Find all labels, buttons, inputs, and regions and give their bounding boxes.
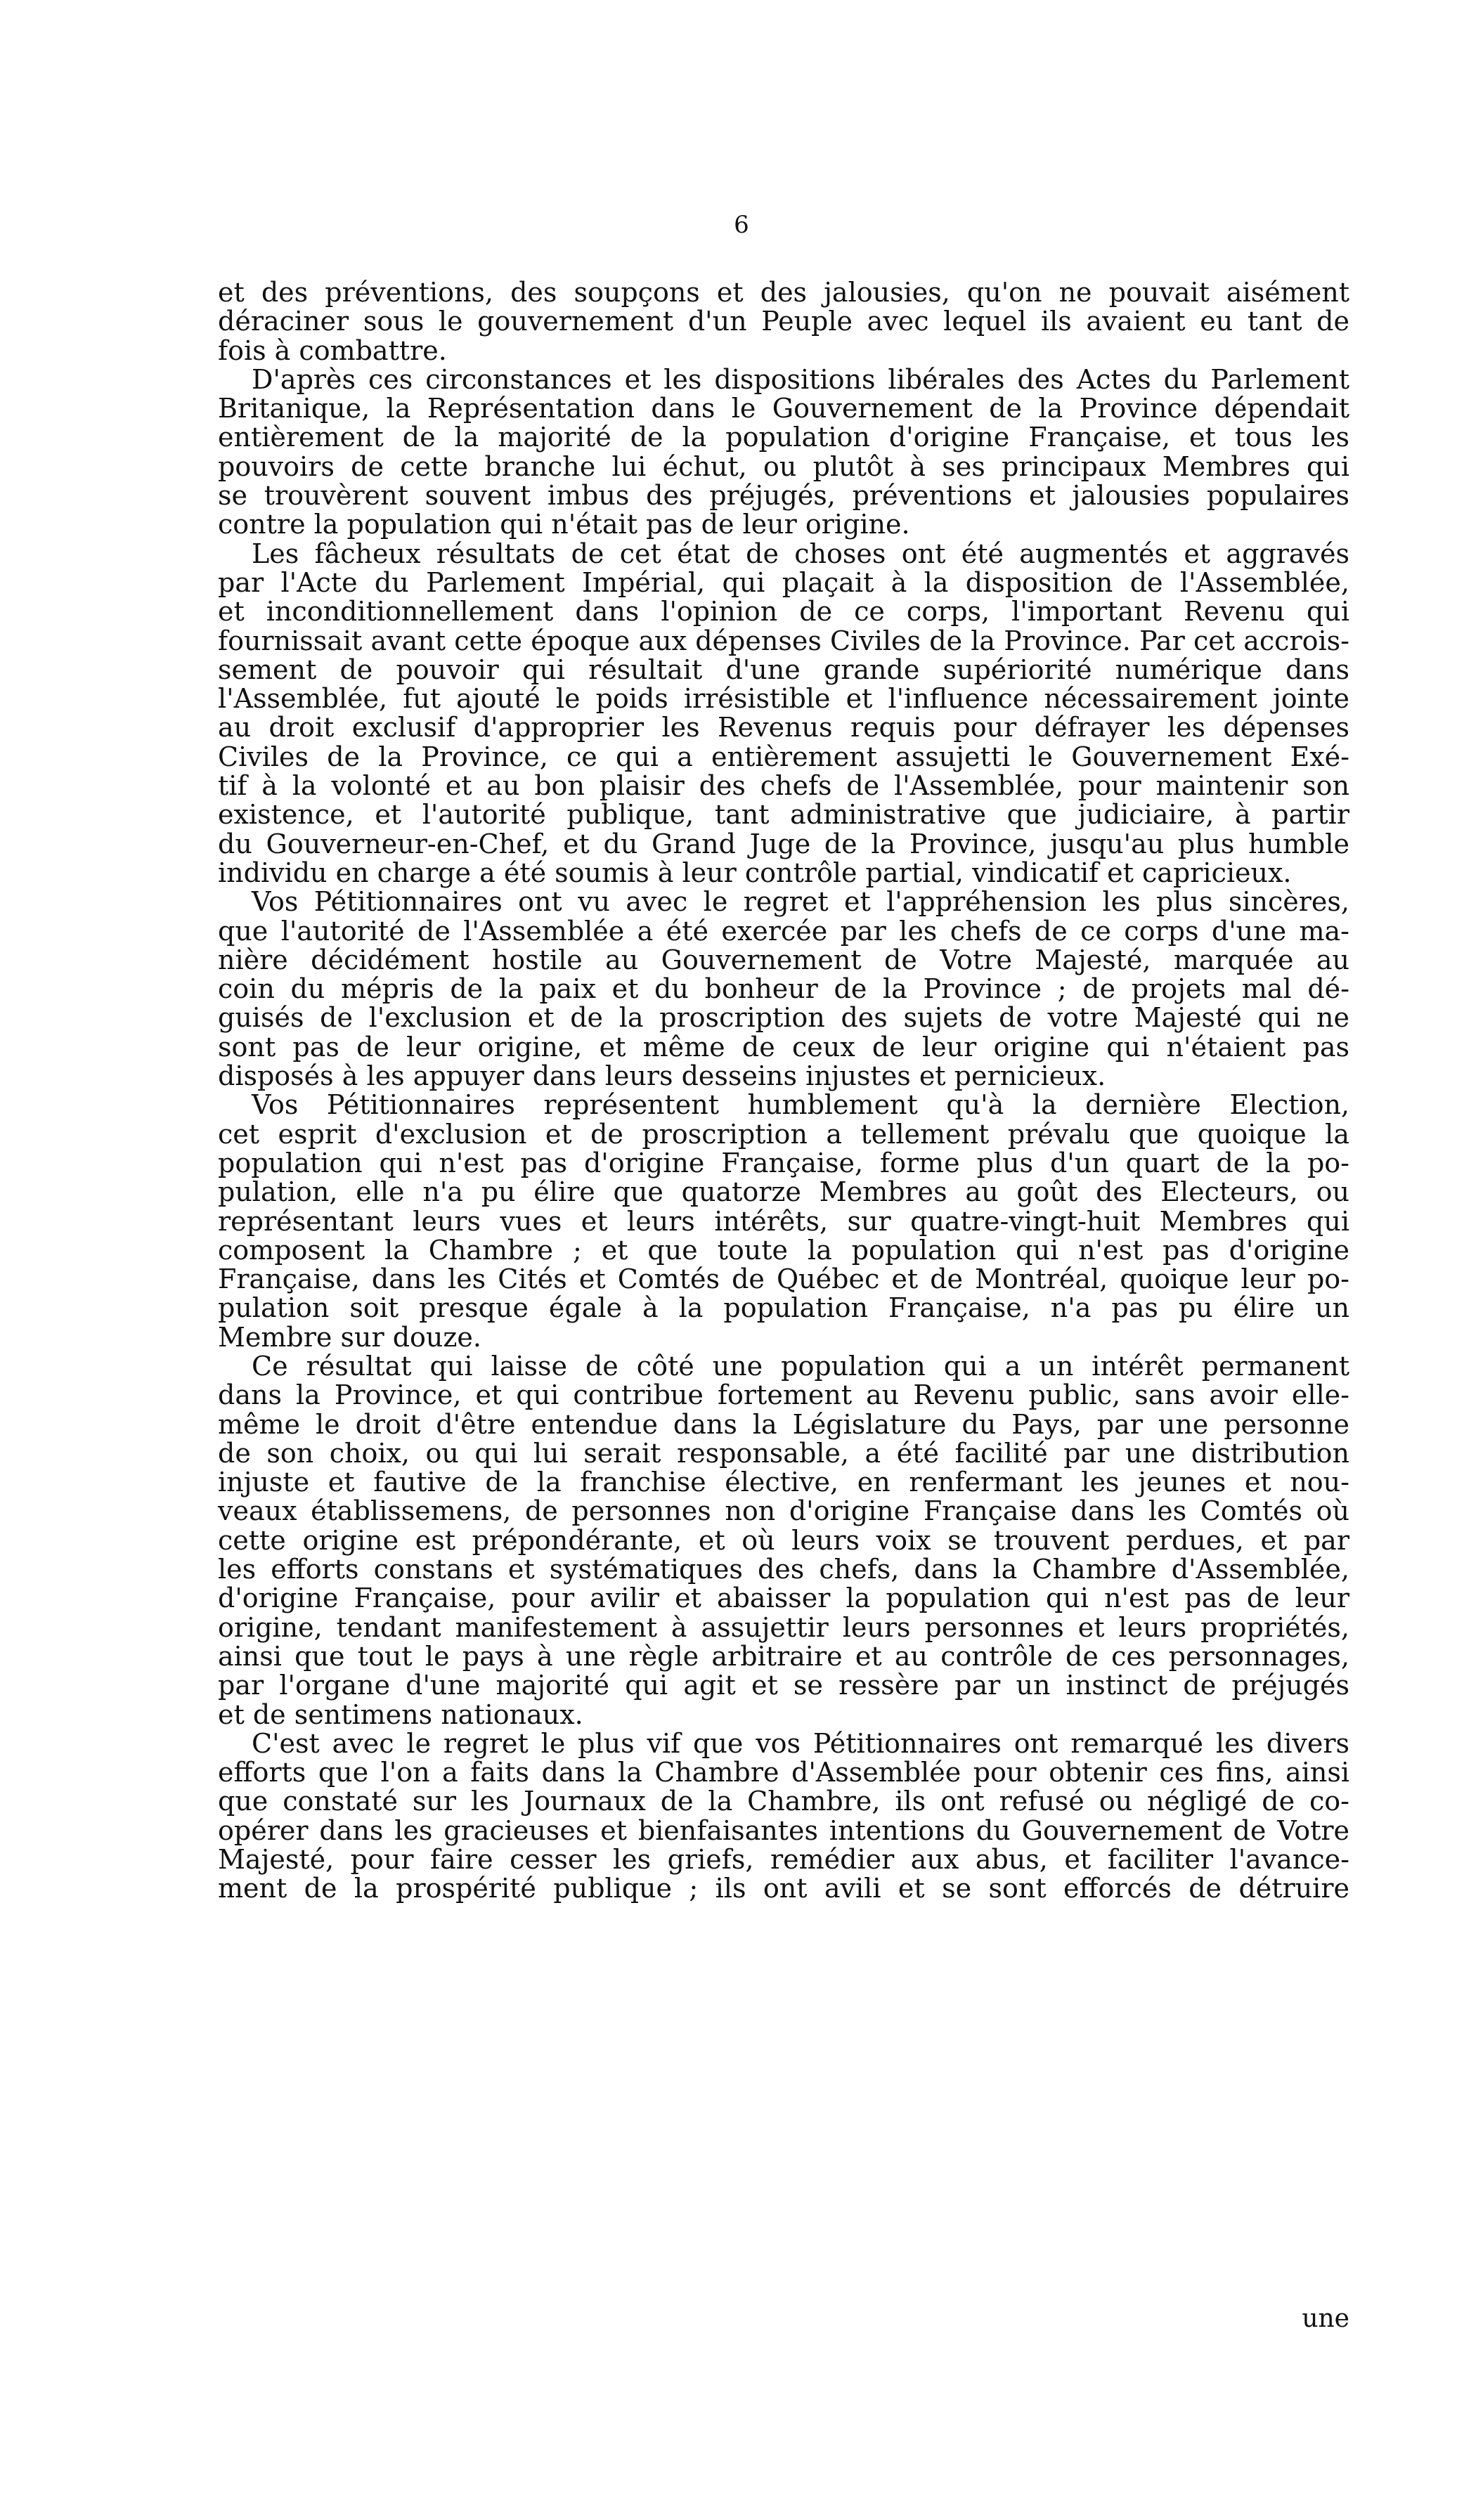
text-line: sement de pouvoir qui résultait d'une grande supériorité numérique dans — [218, 654, 1349, 685]
text-line: que constaté sur les Journaux de la Chambre, ils ont refusé ou négligé de co- — [218, 1786, 1349, 1817]
text-line: existence, et l'autorité publique, tant administrative que judiciaire, à partir — [218, 799, 1349, 831]
text-line: les efforts constans et systématiques des chefs, dans la Chambre d'Assemblée, — [218, 1554, 1349, 1585]
text-line: pulation soit presque égale à la population Française, n'a pas pu élire un — [218, 1292, 1349, 1324]
text-line: tif à la volonté et au bon plaisir des chefs de l'Assemblée, pour maintenir son — [218, 770, 1349, 802]
text-line: sont pas de leur origine, et même de ceux de leur origine qui n'étaient pas — [218, 1031, 1349, 1063]
text-line: C'est avec le regret le plus vif que vos Pétitionnaires ont remarqué les divers — [252, 1727, 1349, 1759]
text-line: guisés de l'exclusion et de la proscription des sujets de votre Majesté qui ne — [218, 1002, 1349, 1034]
text-line: et des préventions, des soupçons et des jalousies, qu'on ne pouvait aisément — [218, 277, 1349, 308]
text-line: coin du mépris de la paix et du bonheur de la Province ; de projets mal dé- — [218, 973, 1349, 1005]
text-line: déraciner sous le gouvernement d'un Peuple avec lequel ils avaient eu tant de — [218, 306, 1349, 337]
text-line: Française, dans les Cités et Comtés de Québec et de Montréal, quoique leur po- — [218, 1264, 1349, 1295]
text-line: au droit exclusif d'approprier les Revenus requis pour défrayer les dépenses — [218, 712, 1349, 743]
text-line: Britanique, la Représentation dans le Gouvernement de la Province dépendait — [218, 393, 1349, 424]
text-line: composent la Chambre ; et que toute la population qui n'est pas d'origine — [218, 1234, 1349, 1266]
text-line: même le droit d'être entendue dans la Législature du Pays, par une personne — [218, 1408, 1349, 1440]
text-line: D'après ces circonstances et les dispositions libérales des Actes du Parlement — [252, 363, 1349, 395]
text-line: se trouvèrent souvent imbus des préjugés, préventions et jalousies populaires — [218, 480, 1349, 512]
text-line: Vos Pétitionnaires ont vu avec le regret et l'appréhension les plus sincères, — [252, 886, 1349, 918]
catchword: une — [1302, 2304, 1349, 2333]
text-line: disposés à les appuyer dans leurs desseins injustes et pernicieux. — [218, 1060, 1106, 1092]
text-line: que l'autorité de l'Assemblée a été exercée par les chefs de ce corps d'une ma- — [218, 915, 1349, 947]
text-line: par l'Acte du Parlement Impérial, qui plaçait à la disposition de l'Assemblée, — [218, 566, 1349, 598]
text-line: nière décidément hostile au Gouvernement de Votre Majesté, marquée au — [218, 944, 1349, 975]
text-line: origine, tendant manifestement à assujettir leurs personnes et leurs propriétés, — [218, 1611, 1349, 1643]
text-line: Ce résultat qui laisse de côté une population qui a un intérêt permanent — [252, 1350, 1349, 1382]
text-line: et de sentimens nationaux. — [218, 1699, 583, 1730]
page-number: 6 — [734, 211, 749, 239]
text-line: veaux établissemens, de personnes non d'origine Française dans les Comtés où — [218, 1495, 1349, 1527]
text-line: représentant leurs vues et leurs intérêts, sur quatre-vingt-huit Membres qui — [218, 1205, 1349, 1237]
text-line: par l'organe d'une majorité qui agit et se ressère par un instinct de préjugés — [218, 1670, 1349, 1701]
text-line: fournissait avant cette époque aux dépenses Civiles de la Province. Par cet accrois- — [218, 625, 1349, 656]
text-line: Majesté, pour faire cesser les griefs, remédier aux abus, et faciliter l'avance- — [218, 1844, 1349, 1876]
text-line: d'origine Française, pour avilir et abaisser la population qui n'est pas de leur — [218, 1583, 1349, 1614]
body-text — [218, 278, 1349, 1904]
text-line: de son choix, ou qui lui serait responsable, a été facilité par une distribution — [218, 1437, 1349, 1469]
text-line: dans la Province, et qui contribue fortement au Revenu public, sans avoir elle- — [218, 1379, 1349, 1411]
text-line: individu en charge a été soumis à leur contrôle partial, vindicatif et capricieux. — [218, 857, 1292, 888]
text-line: cette origine est prépondérante, et où leurs voix se trouvent perdues, et par — [218, 1524, 1349, 1556]
text-line: et inconditionnellement dans l'opinion de ce corps, l'important Revenu qui — [218, 596, 1349, 628]
text-line: pulation, elle n'a pu élire que quatorze Membres au goût des Electeurs, ou — [218, 1176, 1349, 1208]
text-line: l'Assemblée, fut ajouté le poids irrésistible et l'influence nécessairement jointe — [218, 683, 1349, 715]
text-line: cet esprit d'exclusion et de proscription a tellement prévalu que quoique la — [218, 1118, 1349, 1150]
text-line: Civiles de la Province, ce qui a entièrement assujetti le Gouvernement Exé- — [218, 741, 1349, 772]
text-line: opérer dans les gracieuses et bienfaisantes intentions du Gouvernement de Votre — [218, 1814, 1349, 1846]
text-line: Vos Pétitionnaires représentent humblement qu'à la dernière Election, — [252, 1089, 1349, 1121]
text-line: Les fâcheux résultats de cet état de choses ont été augmentés et aggravés — [252, 538, 1349, 569]
text-line: entièrement de la majorité de la population d'origine Française, et tous les — [218, 422, 1349, 453]
text-line: injuste et fautive de la franchise élective, en renfermant les jeunes et nou- — [218, 1467, 1349, 1498]
text-line: population qui n'est pas d'origine Française, forme plus d'un quart de la po- — [218, 1147, 1349, 1178]
text-line: pouvoirs de cette branche lui échut, ou plutôt à ses principaux Membres qui — [218, 450, 1349, 482]
text-line: fois à combattre. — [218, 335, 447, 366]
text-line: ment de la prospérité publique ; ils ont avili et se sont efforcés de détruire — [218, 1873, 1349, 1904]
text-line: ainsi que tout le pays à une règle arbitraire et au contrôle de ces personnages, — [218, 1640, 1349, 1672]
text-line: contre la population qui n'était pas de leur origine. — [218, 509, 910, 540]
text-line: efforts que l'on a faits dans la Chambre d'Assemblée pour obtenir ces fins, ainsi — [218, 1757, 1349, 1788]
text-line: du Gouverneur-en-Chef, et du Grand Juge de la Province, jusqu'au plus humble — [218, 828, 1349, 859]
text-line: Membre sur douze. — [218, 1321, 481, 1353]
